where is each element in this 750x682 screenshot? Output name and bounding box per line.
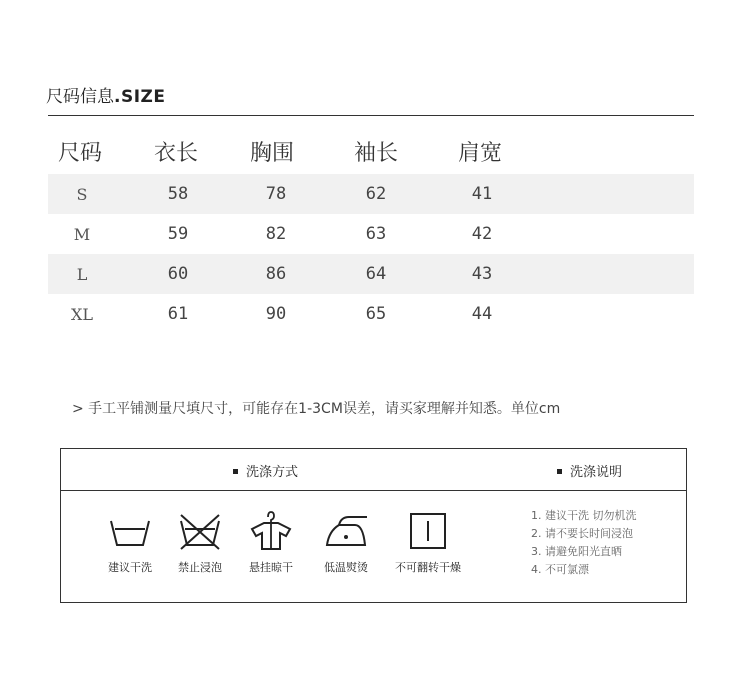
measurement-note: > 手工平铺测量尺填尺寸，可能存在1-3CM误差，请买家理解并知悉。单位cm [72, 401, 561, 417]
table-cell: 78 [265, 184, 287, 204]
table-row [48, 174, 694, 214]
care-explain-heading [557, 461, 622, 480]
size-table [48, 130, 694, 334]
care-header [61, 449, 686, 491]
table-cell: 60 [167, 264, 189, 284]
care-icon-label: 禁止浸泡 [178, 561, 222, 574]
table-cell: M [73, 224, 91, 244]
bullet-icon [233, 469, 238, 474]
table-cell: 41 [471, 184, 493, 204]
table-cell: L [76, 264, 88, 284]
title-en: .SIZE [114, 87, 166, 107]
care-icon-item [165, 511, 235, 575]
column-header: 尺码 [58, 141, 103, 166]
table-cell: 62 [365, 184, 387, 204]
table-cell: 63 [365, 224, 387, 244]
no-tumble-dry-icon [405, 511, 451, 551]
table-cell: 43 [471, 264, 493, 284]
low-iron-icon [323, 511, 369, 551]
list-item: 2. 请不要长时间浸泡 [531, 527, 633, 540]
table-row [48, 214, 694, 254]
table-cell: 82 [265, 224, 287, 244]
title-cn: 尺码信息 [46, 87, 114, 107]
title-divider [48, 115, 694, 116]
table-cell: 65 [365, 304, 387, 324]
column-header: 胸围 [250, 141, 295, 166]
care-instructions-list [531, 507, 637, 579]
care-icon-label: 悬挂晾干 [249, 561, 293, 574]
table-cell: S [76, 184, 88, 204]
care-panel [60, 448, 687, 603]
care-icon-item [236, 511, 306, 575]
table-row [48, 254, 694, 294]
column-header: 袖长 [354, 141, 399, 166]
column-header: 肩宽 [458, 141, 503, 166]
care-icon-label: 建议干洗 [108, 561, 152, 574]
bullet-icon [557, 469, 562, 474]
list-item: 1. 建议干洗 切勿机洗 [531, 509, 637, 522]
care-icon-item [393, 511, 463, 575]
table-cell: 90 [265, 304, 287, 324]
table-cell: 59 [167, 224, 189, 244]
list-item: 3. 请避免阳光直晒 [531, 545, 622, 558]
column-header: 衣长 [154, 141, 199, 166]
care-method-heading [233, 461, 298, 480]
no-soak-icon [177, 511, 223, 551]
table-cell: XL [70, 304, 93, 324]
page-title [46, 82, 165, 107]
care-method-title: 洗涤方式 [246, 465, 299, 480]
table-row [48, 294, 694, 334]
table-cell: 44 [471, 304, 493, 324]
table-cell: 61 [167, 304, 189, 324]
table-cell: 58 [167, 184, 189, 204]
table-cell: 64 [365, 264, 387, 284]
care-icon-item [95, 511, 165, 575]
care-icon-label: 不可翻转干燥 [395, 561, 461, 574]
care-icon-label: 低温熨烫 [324, 561, 368, 574]
table-cell: 42 [471, 224, 493, 244]
care-icon-item [311, 511, 381, 575]
hand-wash-icon [107, 511, 153, 551]
care-explain-title: 洗涤说明 [570, 465, 623, 480]
list-item: 4. 不可氯漂 [531, 563, 589, 576]
hang-dry-icon [248, 511, 294, 551]
table-header-row [48, 130, 694, 174]
table-cell: 86 [265, 264, 287, 284]
